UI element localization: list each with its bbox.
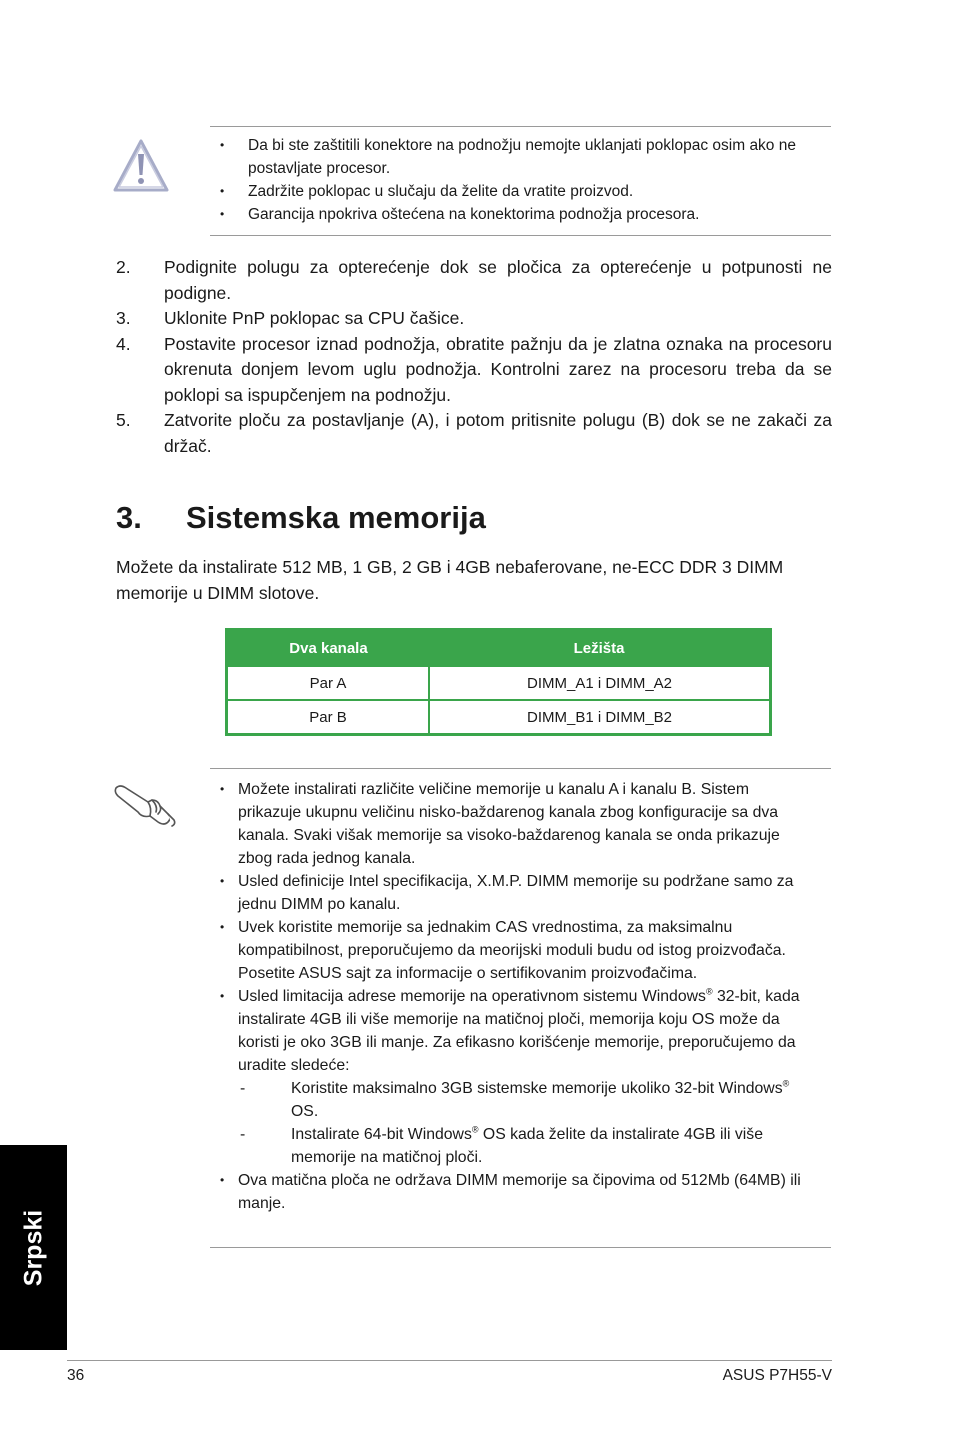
note-subitem-text (291, 1123, 810, 1169)
step-text: Podignite polugu za opterećenje dok se pločica za opterećenje u potpunosti ne podigne. (164, 257, 832, 303)
installation-steps (116, 255, 832, 459)
footer-divider (67, 1360, 832, 1361)
note-subitem (238, 1077, 810, 1123)
note-item (220, 985, 810, 1169)
step-number: 3. (116, 308, 131, 328)
registered-mark: ® (705, 986, 713, 997)
memory-channel-table (225, 628, 772, 736)
section-heading (116, 500, 486, 536)
registered-mark: ® (782, 1078, 790, 1089)
step-text: Uklonite PnP poklopac sa CPU čašice. (164, 308, 465, 328)
step-number: 5. (116, 410, 131, 430)
caution-item: • Da bi ste zaštitili konektore na podnožju nemojte uklanjati poklopac osim ako ne postavljate procesor. (220, 134, 832, 180)
note-item: • Uvek koristite memorije sa jednakim CAS vrednostima, za maksimalnu kompatibilnost, preporučujemo da meorijski moduli budu od istog proizvođača. Posetite ASUS sajt za informacije o sertifikovanim proizvođačima. (220, 916, 810, 985)
section-intro: Možete da instalirate 512 MB, 1 GB, 2 GB i 4GB nebaferovane, ne-ECC DDR 3 DIMM memorije u DIMM slotove. (116, 557, 784, 603)
note-item: • Možete instalirati različite veličine memorije u kanalu A i kanalu B. Sistem prikazuje ukupnu veličinu nisko-baždarenog kanala zbog konfiguracije sa dva kanala. Svaki višak memorije sa visoko-baždarenog kanala se onda prikazuje zbog rada jednog kanala. (220, 778, 810, 870)
table-row (227, 666, 771, 700)
table-cell: DIMM_A1 i DIMM_A2 (429, 666, 771, 700)
caution-item: • Zadržite poklopac u slučaju da želite da vratite proizvod. (220, 180, 832, 203)
table-header-row (227, 630, 771, 667)
note-text: Usled limitacija adrese memorije na operativnom sistemu Windows (238, 988, 706, 1005)
registered-mark: ® (471, 1124, 479, 1135)
table-header-cell: Ležišta (429, 630, 771, 667)
language-label: Srpski (19, 1209, 47, 1286)
subitem-text-part: Koristite maksimalno 3GB sistemske memorije ukoliko 32-bit Windows (291, 1080, 783, 1097)
step-number: 4. (116, 333, 131, 354)
subitem-text-part: Instalirate 64-bit Windows (291, 1126, 472, 1143)
step-item (116, 306, 832, 332)
step-item (116, 408, 832, 459)
table-cell: Par A (227, 666, 430, 700)
subitem-text-part: OS. (291, 1103, 319, 1120)
table-header-cell: Dva kanala (227, 630, 430, 667)
note-text: 32-bit, kada instalirate 4GB ili više memorije na matičnoj ploči, memorija koju OS može da koristi je oko 3GB ili manje. Za efikasno korišćenje memorije, preporučujemo da uradite sledeće: (238, 988, 800, 1074)
step-item (116, 255, 832, 306)
note-subitem-text (291, 1077, 810, 1123)
section-number: 3. (116, 500, 142, 535)
note-item: • Ova matična ploča ne održava DIMM memorije sa čipovima od 512Mb (64MB) ili manje. (220, 1169, 810, 1215)
product-model: ASUS P7H55-V (722, 1367, 832, 1384)
note-subitem (238, 1123, 810, 1169)
section-title: Sistemska memorija (186, 500, 486, 535)
note-list (220, 778, 810, 1215)
dash-marker: - (240, 1080, 246, 1097)
hand-pointer-icon (112, 778, 180, 828)
table-cell: DIMM_B1 i DIMM_B2 (429, 700, 771, 735)
page-number: 36 (67, 1367, 85, 1384)
step-text: Postavite procesor iznad podnožja, obratite pažnju da je zlatna oznaka na procesoru okrenuta donjem levom uglu podnožja. Kontrolni zarez na procesoru treba da se poklopi sa ispupčenjem na podnožju. (164, 333, 832, 405)
language-side-tab (0, 1145, 67, 1350)
dash-marker: - (240, 1126, 246, 1143)
table-row (227, 700, 771, 735)
step-text: Zatvorite ploču za postavljanje (A), i potom pritisnite polugu (B) dok se ne zakači za držač. (164, 410, 832, 456)
note-item: • Usled definicije Intel specifikacija, X.M.P. DIMM memorije su podržane samo za jednu DIMM po kanalu. (220, 870, 810, 916)
step-item (116, 332, 832, 409)
table-cell: Par B (227, 700, 430, 735)
caution-item: • Garancija npokriva oštećena na konektorima podnožja procesora. (220, 203, 832, 226)
caution-list (220, 134, 832, 226)
warning-triangle-icon (112, 138, 170, 194)
note-sublist (238, 1077, 810, 1169)
step-number: 2. (116, 257, 131, 277)
subitem-text-part: OS kada želite da instalirate 4GB ili više memorije na matičnoj ploči. (291, 1126, 763, 1166)
